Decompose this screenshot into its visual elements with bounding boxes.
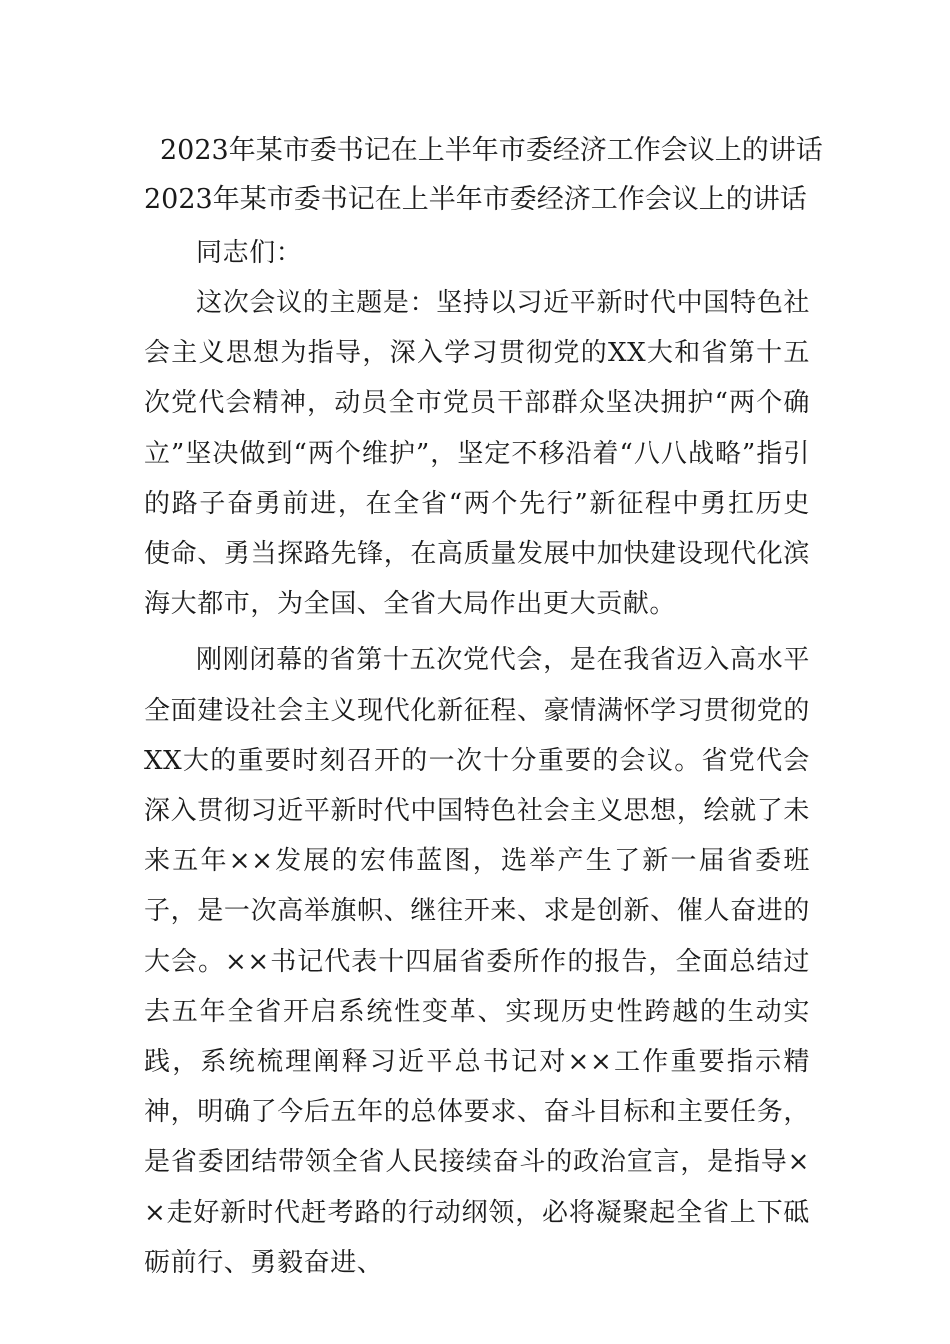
paragraph-party-congress: 刚刚闭幕的省第十五次党代会，是在我省迈入高水平全面建设社会主义现代化新征程、豪情满怀学习贯彻党的XX大的重要时刻召开的一次十分重要的会议。省党代会深入贯彻习近平新时代中国特色社会主义思想，绘就了未来五年××发展的宏伟蓝图，选举产生了新一届省委班子，是一次高举旗帜、继往开来、求是创新、催人奋进的大会。××书记代表十四届省委所作的报告，全面总结过去五年全省开启系统性变革、实现历史性跨越的生动实践，系统梳理阐释习近平总书记对××工作重要指示精神，明确了今后五年的总体要求、奋斗目标和主要任务，是省委团结带领全省人民接续奋斗的政治宣言，是指导××走好新时代赶考路的行动纲领，必将凝聚起全省上下砥砺前行、勇毅奋进、 bbox=[144, 645, 810, 1278]
paragraph-meeting-theme: 这次会议的主题是：坚持以习近平新时代中国特色社会主义思想为指导，深入学习贯彻党的XX大和省第十五次党代会精神，动员全市党员干部群众坚决拥护“两个确立”坚决做到“两个维护”，坚定不移沿着“八八战略”指引的路子奋勇前进，在全省“两个先行”新征程中勇扛历史使命、勇当探路先锋，在高质量发展中加快建设现代化滨海大都市，为全国、全省大局作出更大贡献。 bbox=[144, 288, 810, 620]
document-title: 2023年某市委书记在上半年市委经济工作会议上的讲话 bbox=[160, 135, 823, 166]
document-body bbox=[144, 228, 810, 1288]
document-subtitle: 2023年某市委书记在上半年市委经济工作会议上的讲话 bbox=[144, 184, 807, 215]
salutation: 同志们： bbox=[196, 238, 303, 268]
